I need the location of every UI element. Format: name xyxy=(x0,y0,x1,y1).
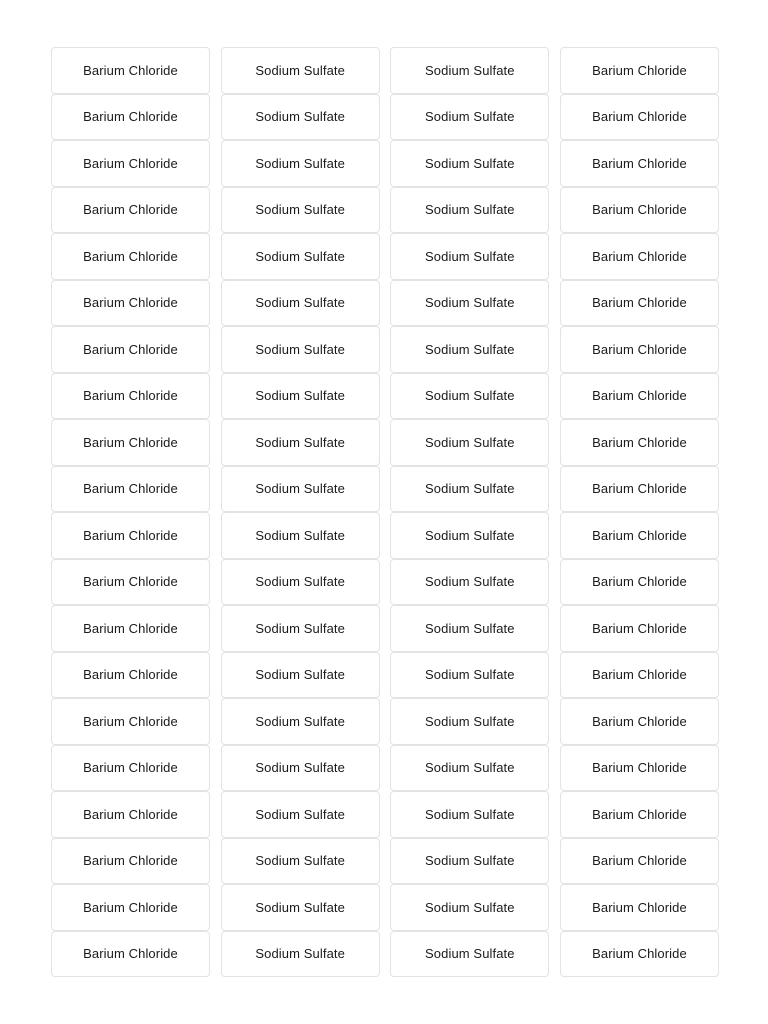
label-cell: Barium Chloride xyxy=(51,140,210,187)
label-cell: Sodium Sulfate xyxy=(390,559,549,606)
label-cell: Sodium Sulfate xyxy=(221,745,380,792)
label-cell: Barium Chloride xyxy=(560,698,719,745)
label-cell: Sodium Sulfate xyxy=(221,652,380,699)
label-cell: Sodium Sulfate xyxy=(390,605,549,652)
label-cell: Sodium Sulfate xyxy=(221,233,380,280)
label-cell: Barium Chloride xyxy=(560,652,719,699)
label-cell: Barium Chloride xyxy=(51,791,210,838)
label-cell: Barium Chloride xyxy=(51,512,210,559)
label-cell: Barium Chloride xyxy=(560,605,719,652)
label-cell: Barium Chloride xyxy=(560,233,719,280)
label-cell: Sodium Sulfate xyxy=(390,233,549,280)
label-cell: Sodium Sulfate xyxy=(221,838,380,885)
label-cell: Barium Chloride xyxy=(560,94,719,141)
label-cell: Sodium Sulfate xyxy=(390,512,549,559)
label-cell: Barium Chloride xyxy=(560,280,719,327)
label-cell: Sodium Sulfate xyxy=(390,652,549,699)
label-cell: Barium Chloride xyxy=(560,326,719,373)
label-cell: Barium Chloride xyxy=(51,373,210,420)
label-cell: Barium Chloride xyxy=(51,931,210,978)
label-cell: Barium Chloride xyxy=(560,838,719,885)
label-cell: Sodium Sulfate xyxy=(221,373,380,420)
label-cell: Barium Chloride xyxy=(560,373,719,420)
label-cell: Barium Chloride xyxy=(560,466,719,513)
label-cell: Barium Chloride xyxy=(51,745,210,792)
label-cell: Sodium Sulfate xyxy=(390,419,549,466)
label-cell: Sodium Sulfate xyxy=(390,698,549,745)
label-cell: Sodium Sulfate xyxy=(390,791,549,838)
label-cell: Barium Chloride xyxy=(51,47,210,94)
label-cell: Sodium Sulfate xyxy=(221,512,380,559)
label-sheet xyxy=(51,47,718,977)
label-cell: Sodium Sulfate xyxy=(221,419,380,466)
label-cell: Barium Chloride xyxy=(51,94,210,141)
label-cell: Sodium Sulfate xyxy=(390,187,549,234)
label-cell: Sodium Sulfate xyxy=(221,94,380,141)
label-cell: Sodium Sulfate xyxy=(221,931,380,978)
label-cell: Sodium Sulfate xyxy=(221,466,380,513)
label-cell: Barium Chloride xyxy=(560,559,719,606)
label-cell: Barium Chloride xyxy=(51,652,210,699)
label-cell: Sodium Sulfate xyxy=(221,280,380,327)
label-cell: Barium Chloride xyxy=(51,884,210,931)
label-cell: Sodium Sulfate xyxy=(390,47,549,94)
label-cell: Sodium Sulfate xyxy=(221,605,380,652)
label-cell: Barium Chloride xyxy=(51,187,210,234)
label-cell: Sodium Sulfate xyxy=(390,838,549,885)
label-cell: Barium Chloride xyxy=(560,745,719,792)
label-cell: Barium Chloride xyxy=(51,838,210,885)
label-cell: Sodium Sulfate xyxy=(221,326,380,373)
label-cell: Barium Chloride xyxy=(560,884,719,931)
label-cell: Barium Chloride xyxy=(51,466,210,513)
label-cell: Sodium Sulfate xyxy=(390,884,549,931)
label-cell: Barium Chloride xyxy=(560,47,719,94)
label-cell: Sodium Sulfate xyxy=(221,698,380,745)
label-cell: Sodium Sulfate xyxy=(221,47,380,94)
label-cell: Barium Chloride xyxy=(51,605,210,652)
label-cell: Sodium Sulfate xyxy=(390,745,549,792)
label-cell: Sodium Sulfate xyxy=(390,94,549,141)
label-cell: Sodium Sulfate xyxy=(390,931,549,978)
label-cell: Barium Chloride xyxy=(51,326,210,373)
label-cell: Sodium Sulfate xyxy=(390,140,549,187)
label-cell: Barium Chloride xyxy=(51,280,210,327)
label-cell: Sodium Sulfate xyxy=(221,559,380,606)
label-cell: Sodium Sulfate xyxy=(390,280,549,327)
label-cell: Barium Chloride xyxy=(560,791,719,838)
label-cell: Sodium Sulfate xyxy=(221,791,380,838)
label-cell: Sodium Sulfate xyxy=(221,140,380,187)
label-cell: Barium Chloride xyxy=(51,559,210,606)
label-cell: Sodium Sulfate xyxy=(390,326,549,373)
label-cell: Barium Chloride xyxy=(560,419,719,466)
label-cell: Sodium Sulfate xyxy=(390,373,549,420)
label-cell: Barium Chloride xyxy=(560,187,719,234)
label-cell: Barium Chloride xyxy=(560,931,719,978)
label-cell: Sodium Sulfate xyxy=(221,884,380,931)
label-cell: Barium Chloride xyxy=(560,512,719,559)
label-cell: Sodium Sulfate xyxy=(390,466,549,513)
label-cell: Barium Chloride xyxy=(51,233,210,280)
label-cell: Barium Chloride xyxy=(51,419,210,466)
label-cell: Sodium Sulfate xyxy=(221,187,380,234)
label-cell: Barium Chloride xyxy=(560,140,719,187)
label-cell: Barium Chloride xyxy=(51,698,210,745)
